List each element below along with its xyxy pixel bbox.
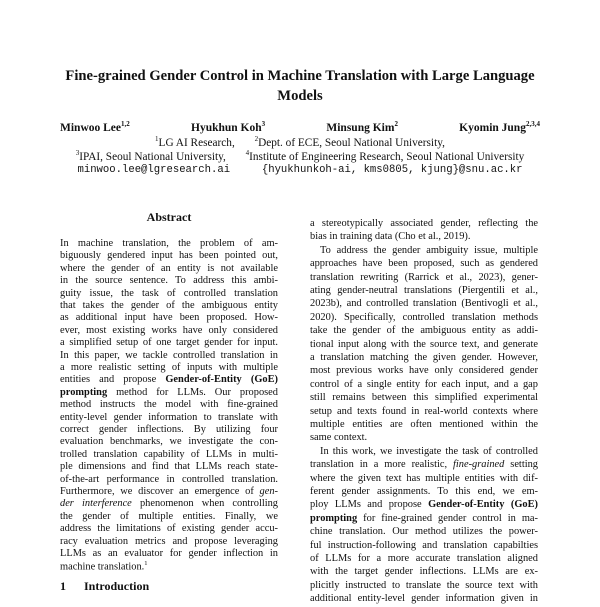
text-segment: In machine translation, the problem of am- [60,238,278,249]
author: Kyomin Jung$^{2,3,4}$ [459,120,540,134]
text-line [310,459,538,473]
text-line [310,566,538,580]
text-segment: entity-level gender information to translate with [60,411,278,423]
text-line [310,513,538,527]
author: Minwoo Lee$^{1,2}$ [60,120,130,134]
text-line [310,473,538,487]
text-segment: bias in training data (Cho et al., 2019). [310,231,471,243]
text-segment: approaches have been proposed, such as gendered [310,258,538,270]
bold-text: Gender-of-Entity (GoE) [165,374,278,386]
text-segment: still remains between this simplified experimental [310,392,538,404]
author: Hyukhun Koh$^3$ [191,120,266,134]
text-segment: a simplified setup of one target gender for input. [60,337,278,349]
text-line [310,258,538,272]
author-emails: minwoo.lee@lgresearch.ai {hyukhunkoh-ai, kms0805, kjung}@snu.ac.kr [77,164,523,176]
text-line [310,593,538,607]
text-segment: ploy LLMs and propose [310,499,429,511]
text-line [310,325,538,339]
text-segment: of LLMs for a more accurate translation aligned [310,553,538,564]
text-line [310,526,538,540]
text-segment: that takes the gender of the ambiguous entity [60,300,278,311]
text-segment: correct gender inflections. By utilizing four [60,424,278,435]
bold-text: prompting [310,512,358,524]
text-segment: To address the gender ambiguity issue, multiple [320,244,538,256]
text-segment: translation in a more realistic, [310,459,453,471]
italic-text: gen- [259,486,278,497]
text-segment: the gender of multiple entities. Finally, we [60,510,278,522]
text-line [310,272,538,286]
text-line [310,298,538,312]
italic-text: fine-grained [452,459,505,471]
text-line [310,486,538,500]
text-line [310,231,538,245]
italic-text: der interference [60,498,132,510]
text-line [310,352,538,366]
text-line [310,499,538,513]
text-line [310,339,538,353]
text-segment: In this paper, we tackle controlled translation in [60,349,278,361]
text-segment: most previous works have only considered gender [310,365,538,377]
text-line [310,392,538,406]
text-segment: machine translation. [60,561,145,573]
text-segment: method instructs the model with fine-grained [60,399,278,411]
text-segment: entities and propose [60,374,166,386]
text-segment: translation rewriting (Rarrick et al., 2023), gener- [310,271,538,283]
text-line [310,406,538,420]
text-segment: in the source sentence. To address this ambi- [60,275,278,287]
text-line [310,285,538,299]
text-line [310,379,538,393]
text-segment: ever, most existing works have only considered [60,324,278,336]
text-segment: LLMs as an evaluator for gender inflection in [60,548,278,559]
text-segment: evaluation benchmarks, we investigate the con- [60,436,278,448]
text-line [310,432,538,446]
text-segment: phenomenon when controlling [131,498,278,510]
text-segment: tional input along with the source text, and generate [310,338,538,350]
text-segment: 2020). Specifically, controlled translation methods [310,311,538,323]
text-segment: guity issue, the task of controlled translation [60,287,278,299]
author: Minsung Kim$^2$ [326,120,398,134]
text-segment: ferent gender assignments. To this end, we em- [310,486,538,497]
text-segment: same context. [310,432,368,444]
bold-text: prompting [60,386,108,398]
text-segment: additional entity-level gender information given in [310,593,538,605]
text-line [310,312,538,326]
affiliation-line: $^3$IPAI, Seoul National University, $^4$Institute of Engineering Research, Seoul National University [75,149,525,163]
text-line [310,245,538,259]
affiliation-line: $^1$LG AI Research, $^2$Dept. of ECE, Seoul National University, [155,135,445,149]
text-segment: In this work, we investigate the task of controlled [320,445,538,457]
text-segment: control of a single entity for each input, and a gap [310,378,538,390]
text-segment: plicitly instructed to translate the source text with [310,579,538,591]
text-segment: for fine-grained gender control in ma- [357,512,538,524]
text-line [310,446,538,460]
text-segment: a more realistic setting of inputs with multiple [60,362,278,373]
text-segment: method for LLMs. Our proposed [107,386,278,398]
text-segment: a translation matching the given gender. However, [310,352,538,363]
text-line [60,560,278,574]
text-segment: racy evaluation metrics and propose leveraging [60,535,278,547]
text-segment: trolled translation capability of LLMs in multi- [60,448,278,460]
text-segment: setting [504,459,538,471]
text-segment: multiple entities are often mentioned within the [310,419,538,430]
text-segment: 2023b), and controlled translation (Bentivogli et al., [310,298,538,310]
text-line [310,553,538,567]
text-segment: where the gender of an entity is not available [60,262,278,274]
text-segment: a stereotypically associated gender, reflecting the [310,218,538,229]
text-segment: ple dimensions and find that LLMs reach state- [60,461,278,473]
text-segment: Furthermore, we discover an emergence of [60,486,260,497]
text-line [310,218,538,232]
footnote-marker: 1 [144,560,148,568]
paper-title: Fine-grained Gender Control in Machine Translation with Large Language Models [65,68,535,104]
text-segment: setup and texts found in real-world contexts where [310,405,538,417]
text-segment: as additional input have been proposed. How- [60,312,278,324]
text-segment: ful instruction-following and translation capabilties [310,539,538,551]
text-segment: take the gender of the ambiguous entity as addi- [310,325,538,337]
text-line [310,419,538,433]
text-segment: with the target gender inflections. LLMs are ex- [310,566,538,578]
author-list [60,120,540,134]
text-line [310,580,538,594]
text-segment: of-the-art performance in controlled translation. [60,473,278,485]
bold-text: Gender-of-Entity (GoE) [428,499,538,511]
abstract-heading: Abstract [146,210,192,224]
text-line [310,540,538,554]
text-segment: biguously gendered input has been pointed out, [60,250,278,262]
text-segment: chine translation. Our method utilizes the power- [310,526,538,538]
text-segment: where the given text has multiple entities with dif- [310,472,538,484]
text-line [310,365,538,379]
text-segment: ating gender-neutral translations (Piergentili et al., [310,285,538,296]
text-segment: address the limitations of existing gender accu- [60,523,278,535]
section-heading: 1 Introduction [60,579,150,593]
